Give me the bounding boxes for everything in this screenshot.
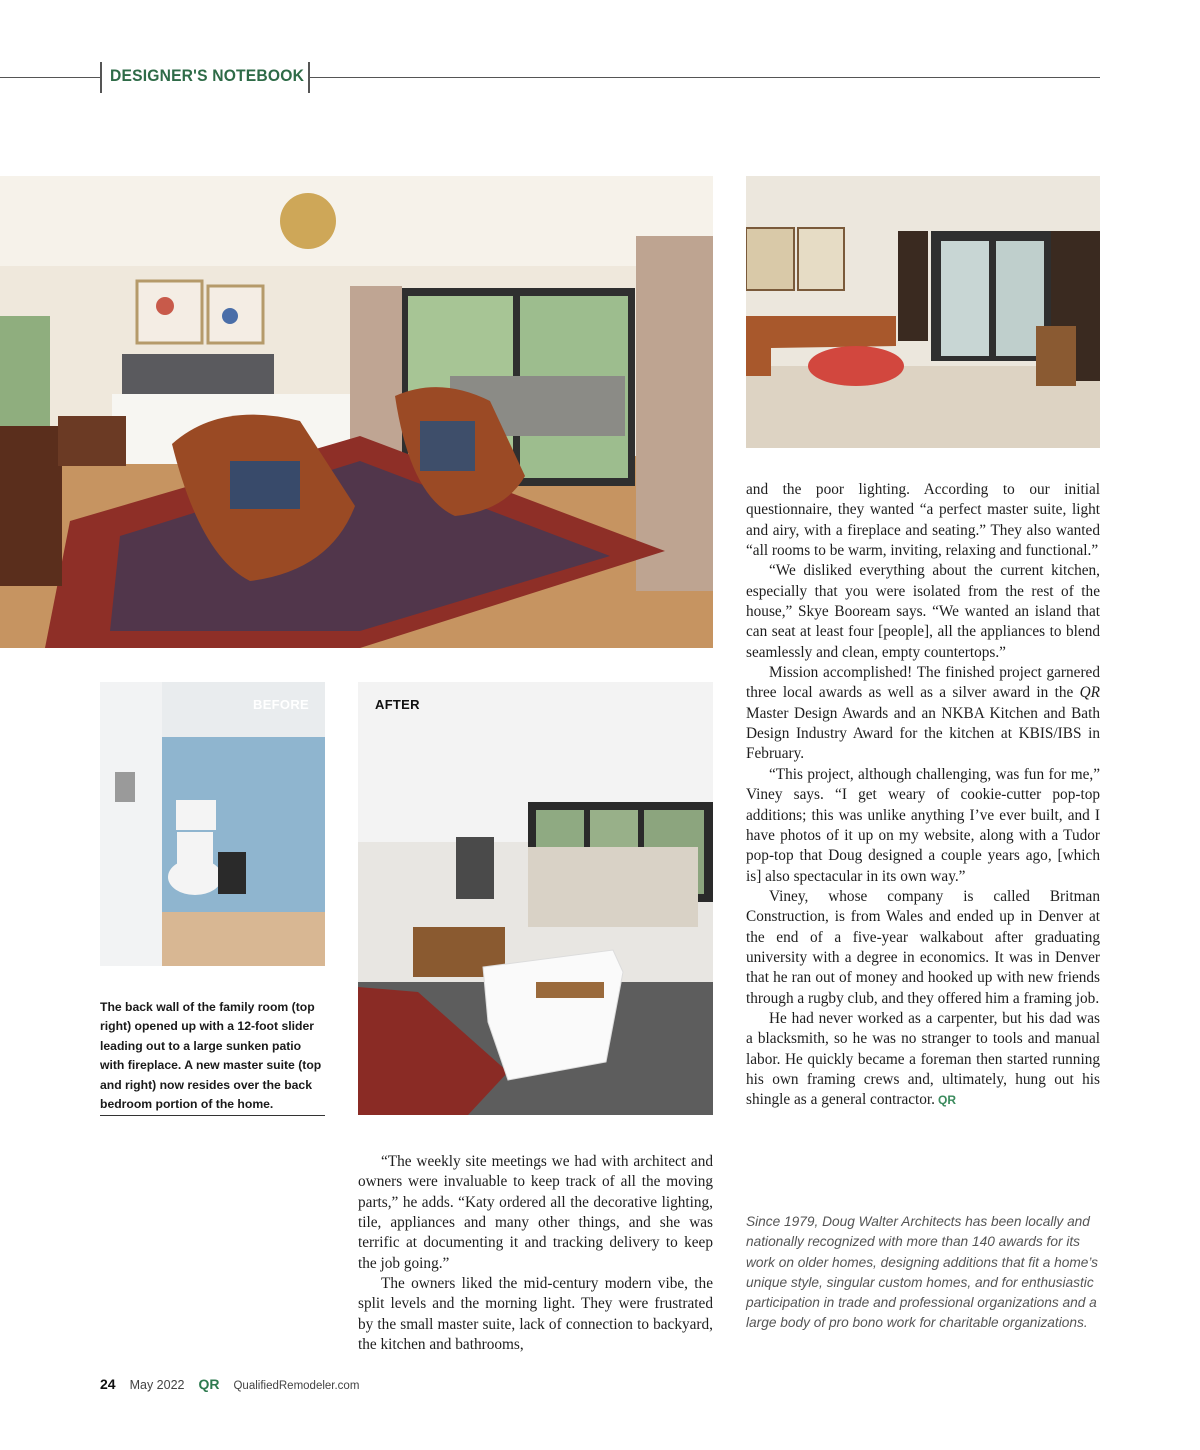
end-mark-icon: QR [938, 1093, 957, 1108]
magazine-name: QR [1079, 684, 1100, 702]
article-paragraph: “We disliked everything about the current kitchen, especially that you were isolated from the rest of the house,” Skye Booream says. “We wanted an island that can seat at least four [people], all the appliances to blend seamlessly and clean, empty countertops.” [746, 562, 1100, 661]
section-title: DESIGNER'S NOTEBOOK [110, 66, 305, 85]
header-rule-left [0, 77, 100, 78]
after-label: AFTER [375, 697, 420, 712]
article-paragraph [746, 1009, 1100, 1111]
article-paragraph: The owners liked the mid-century modern vibe, the split levels and the morning light. They were frustrated by the small master suite, lack of connection to backyard, the kitchen and bathrooms, [358, 1275, 713, 1354]
photo-caption: The back wall of the family room (top right) opened up with a 12-foot slider leading out to a large sunken patio with fireplace. A new master suite (top and right) now resides over the back bedroom portion of the home. [100, 1000, 322, 1112]
article-paragraph: and the poor lighting. According to our initial questionnaire, they wanted “a perfect master suite, light and airy, with a fireplace and seating.” They also wanted “all rooms to be warm, inviting, relaxing and functional.” [746, 481, 1100, 560]
header-rule-right [310, 77, 1100, 78]
article-paragraph: “The weekly site meetings we had with architect and owners were invaluable to keep track of all the moving parts,” he adds. “Katy ordered all the decorative lighting, tile, appliances and many other things, and she was terrific at documenting it and tracking delivery to keep the job going.” [358, 1153, 713, 1272]
bathroom-before-photo [100, 682, 325, 966]
article-column-left [358, 1152, 713, 1355]
website-url: QualifiedRemodeler.com [233, 1380, 360, 1392]
caption-rule [100, 1115, 325, 1116]
bedroom-photo [0, 176, 713, 648]
issue-date: May 2022 [129, 1378, 185, 1392]
page-number: 24 [100, 1376, 116, 1392]
text-run: Mission accomplished! The finished project garnered three local awards as well as a silver award in the [746, 664, 1100, 702]
article-column-right [746, 480, 1100, 1111]
article-paragraph [746, 663, 1100, 765]
family-room-photo [746, 176, 1100, 448]
before-label: BEFORE [253, 697, 309, 712]
author-bio: Since 1979, Doug Walter Architects has been locally and nationally recognized with more than 140 awards for its work on older homes, designing additions that fit a home’s unique style, singular custom homes, and for enthusiastic participation in trade and professional organizations and a large body of pro bono work for charitable organizations. [746, 1214, 1099, 1331]
text-run: Master Design Awards and an NKBA Kitchen and Bath Design Industry Award for the kitchen at KBIS/IBS in February. [746, 704, 1100, 763]
page-footer [100, 1376, 359, 1396]
bathroom-after-photo [358, 682, 713, 1115]
text-run: He had never worked as a carpenter, but his dad was a blacksmith, so he was no stranger to tools and manual labor. He quickly became a foreman then started running his own framing crews and, ultimately, hung out his shingle as a general contractor. [746, 1009, 1100, 1109]
article-paragraph: Viney, whose company is called Britman Construction, is from Wales and ended up in Denver at the end of a five-year walkabout after graduating university with a degree in economics. It was in Denver that he ran out of money and hooked up with new friends through a rugby club, and they offered him a framing job. [746, 887, 1100, 1007]
header-tick-left [100, 62, 102, 93]
brand-logo: QR [198, 1376, 220, 1392]
article-paragraph: “This project, although challenging, was fun for me,” Viney says. “I get weary of cookie-cutter pop-top additions; this was unlike anything I’ve ever built, and I have photos of it up on my website, along with a Tudor pop-top that Doug designed a couple years ago, [which is] also spectacular in its own way.” [746, 765, 1100, 885]
